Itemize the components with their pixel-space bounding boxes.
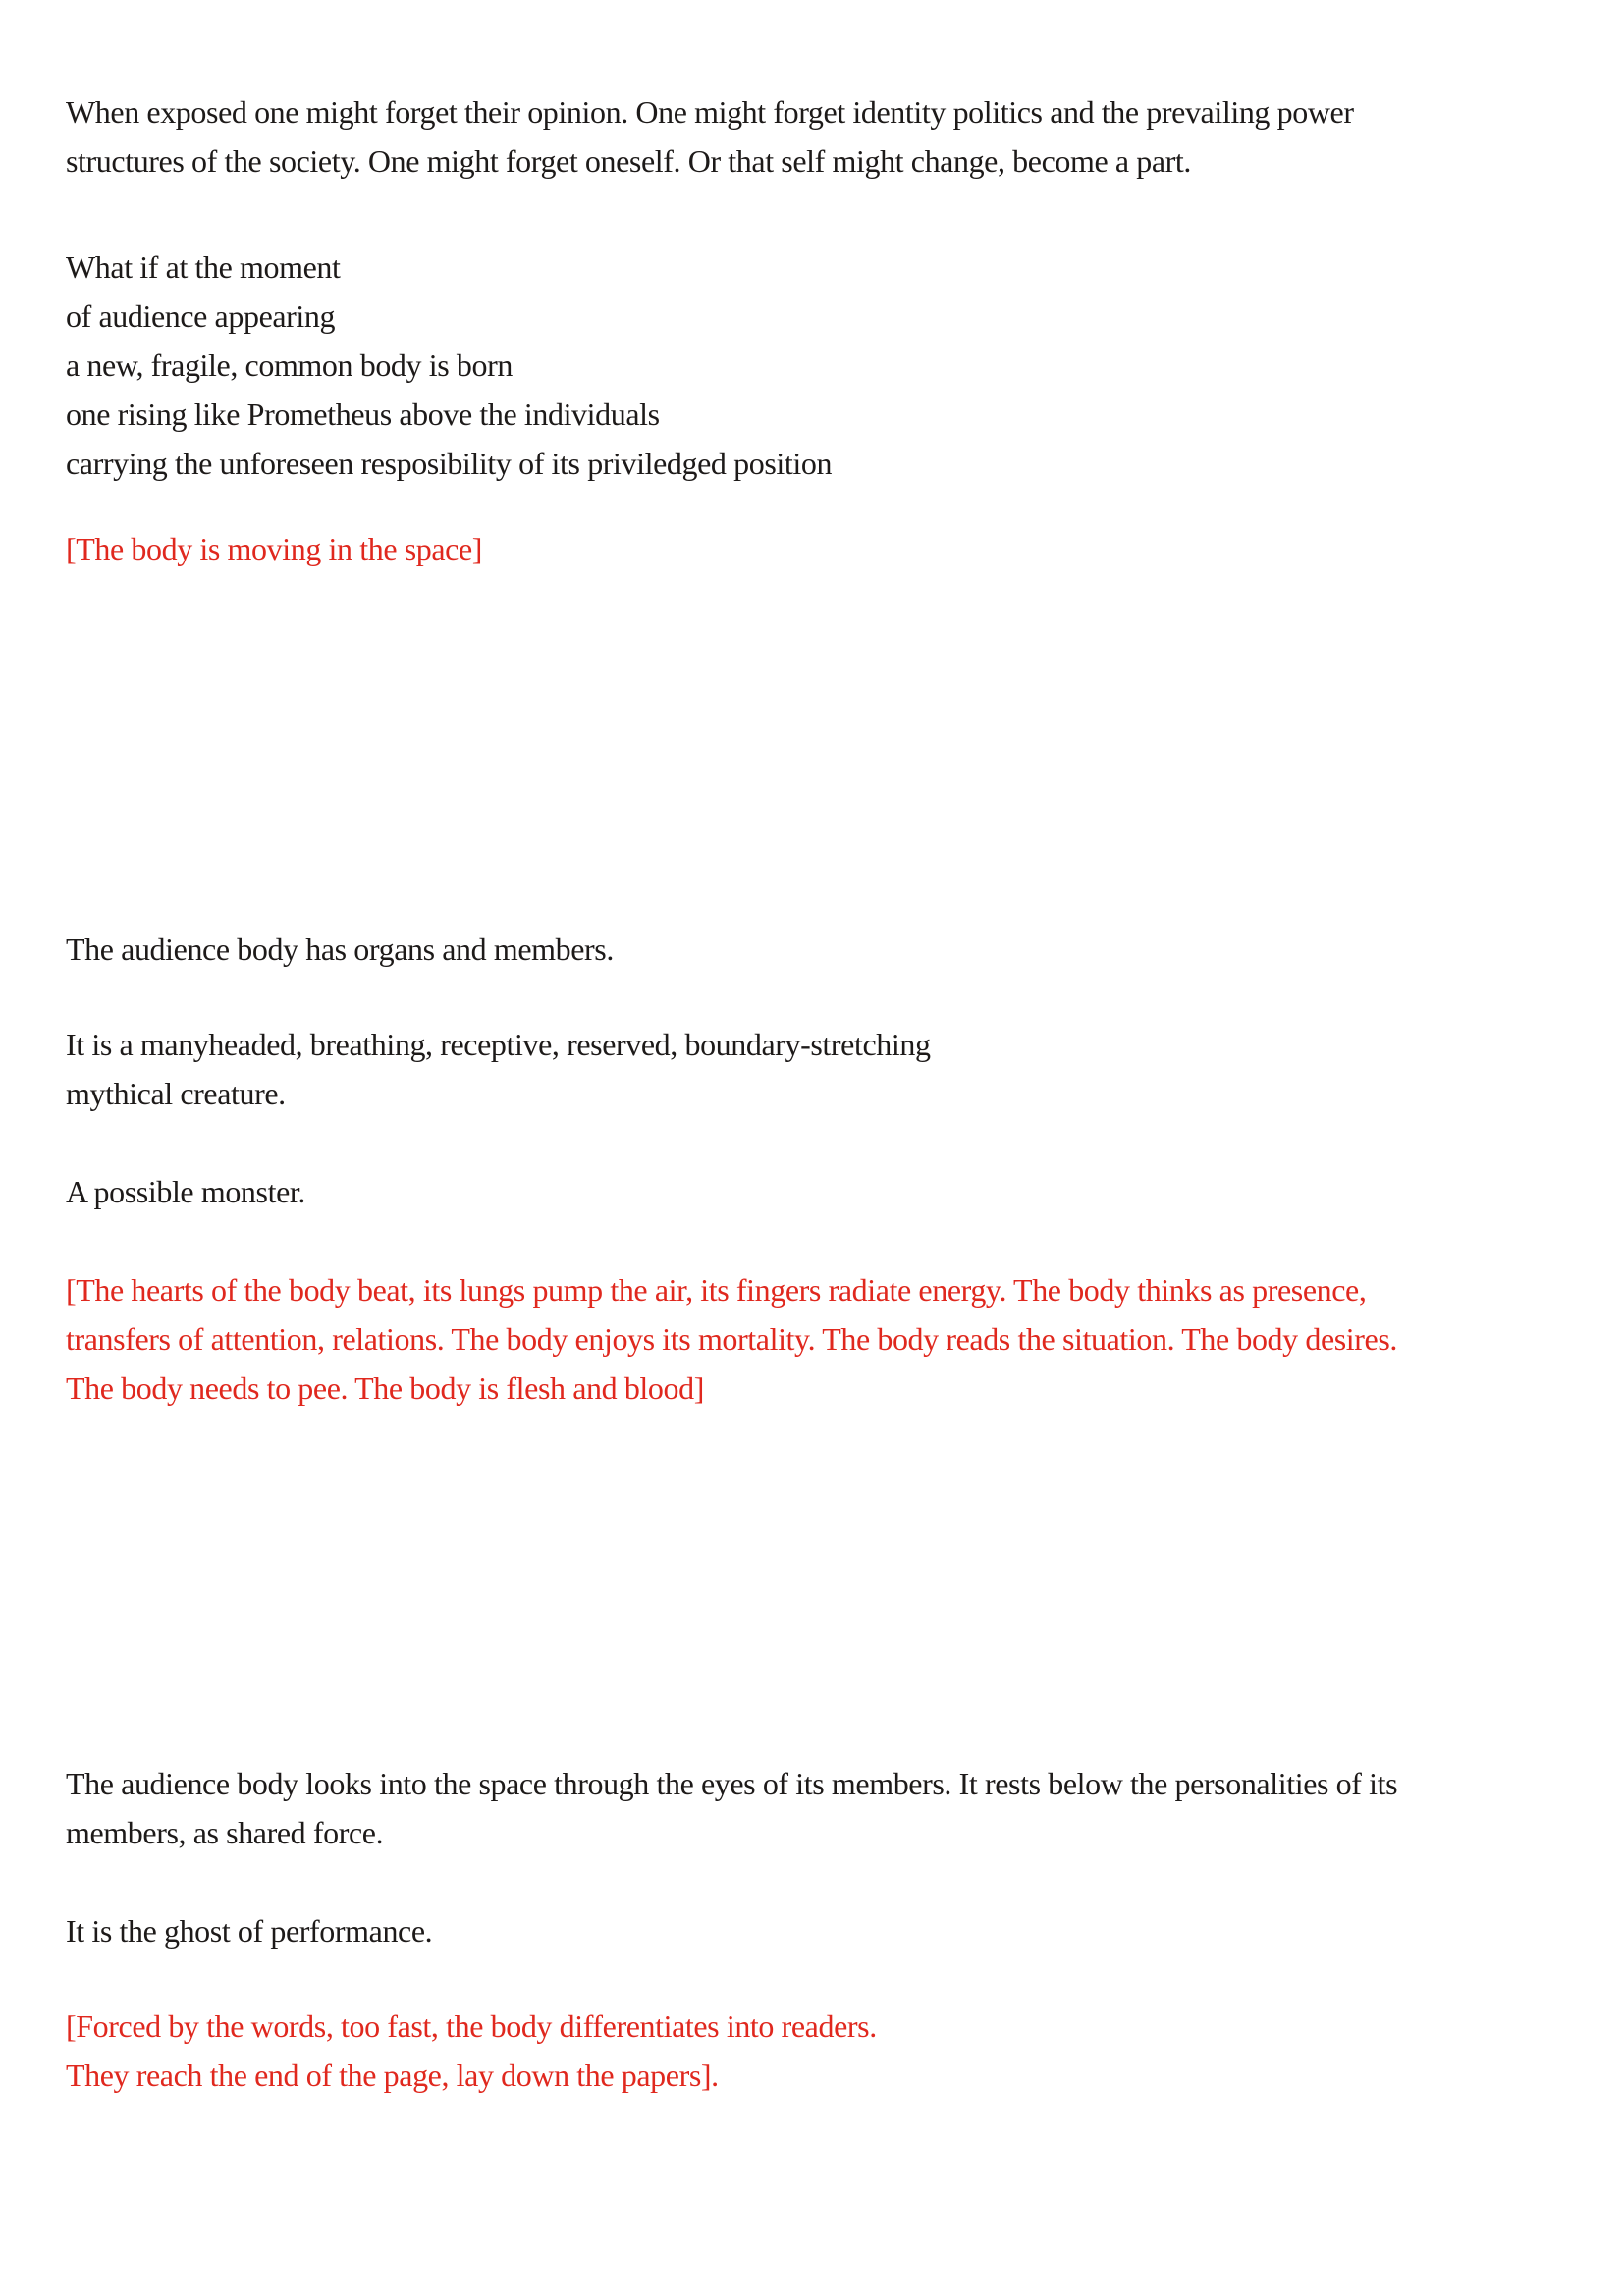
text-line: [The body is moving in the space] bbox=[66, 531, 483, 566]
text-line: mythical creature. bbox=[66, 1076, 286, 1111]
text-line: A possible monster. bbox=[66, 1174, 305, 1209]
text-line: The audience body looks into the space through the eyes of its members. It rests below the personalities of its bbox=[66, 1766, 1398, 1801]
text-line: [Forced by the words, too fast, the body differentiates into readers. bbox=[66, 2008, 877, 2044]
text-line: carrying the unforeseen resposibility of its priviledged position bbox=[66, 446, 833, 481]
text-line: one rising like Prometheus above the individuals bbox=[66, 397, 660, 432]
paragraph-looks-into-space bbox=[66, 1759, 1604, 1857]
stage-note-body-moving bbox=[66, 524, 1604, 573]
text-line: The body needs to pee. The body is flesh and blood] bbox=[66, 1370, 704, 1406]
text-line: members, as shared force. bbox=[66, 1815, 384, 1850]
text-line: The audience body has organs and members. bbox=[66, 932, 614, 967]
paragraph-manyheaded bbox=[66, 1020, 1604, 1118]
text-line: When exposed one might forget their opinion. One might forget identity politics and the prevailing power bbox=[66, 94, 1354, 130]
text-line: It is the ghost of performance. bbox=[66, 1913, 433, 1949]
stage-note-forced-by-words bbox=[66, 2002, 1604, 2100]
stage-note-hearts-beat bbox=[66, 1265, 1604, 1413]
text-line: It is a manyheaded, breathing, receptive, reserved, boundary-stretching bbox=[66, 1027, 931, 1062]
paragraph-when-exposed bbox=[66, 87, 1604, 186]
text-line: structures of the society. One might forget oneself. Or that self might change, become a part. bbox=[66, 143, 1192, 179]
paragraph-organs-members bbox=[66, 925, 1604, 974]
text-line: of audience appearing bbox=[66, 298, 336, 334]
text-line: [The hearts of the body beat, its lungs pump the air, its fingers radiate energy. The body thinks as presence, bbox=[66, 1272, 1367, 1308]
paragraph-ghost-of-performance bbox=[66, 1906, 1604, 1955]
text-line: transfers of attention, relations. The body enjoys its mortality. The body reads the situation. The body desires. bbox=[66, 1321, 1398, 1357]
text-line: a new, fragile, common body is born bbox=[66, 347, 513, 383]
text-line: What if at the moment bbox=[66, 249, 341, 285]
text-line: They reach the end of the page, lay down the papers]. bbox=[66, 2057, 719, 2093]
stanza-what-if bbox=[66, 242, 1604, 488]
paragraph-possible-monster bbox=[66, 1167, 1604, 1216]
